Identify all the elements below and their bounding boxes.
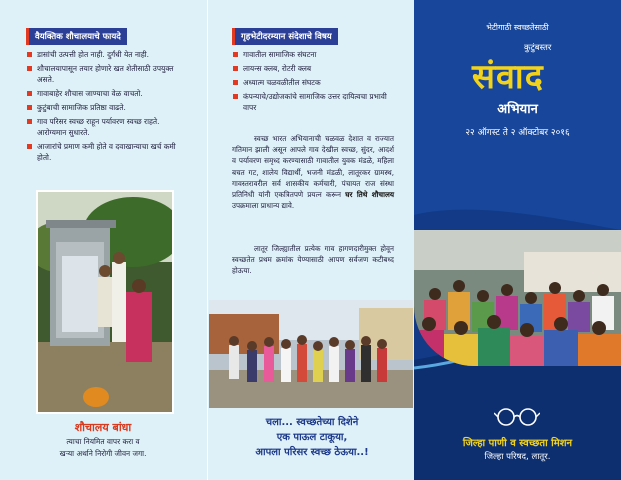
panel-message-topics [207, 0, 414, 480]
meeting-photo [414, 230, 621, 366]
list-item: गावातील सामाजिक संघटना [232, 49, 392, 60]
toilet-photo [36, 190, 174, 414]
cover-small-title: कुटुंबस्तर [524, 43, 552, 53]
body-paragraph-2: लातूर जिल्ह्यातील प्रत्येक गाव हागणदारीमुक्त होवून स्वच्छतेत प्रथम क्रमांक येण्यासाठी आपण सर्वजण कटीबध्द होऊया. [232, 244, 394, 276]
caption-line-1: त्याचा नियमित वापर करा व [66, 437, 140, 446]
list-item: डासांची उत्पत्ती होत नाही. दुर्गंधी येत नाही. [26, 49, 184, 60]
caption-line-2: खऱ्या अर्थाने निरोगी जीवन जगा. [59, 449, 147, 458]
cover-main-title: संवाद [472, 57, 544, 97]
rally-photo-illustration [209, 300, 413, 408]
cover-panel [414, 0, 621, 480]
slogan-line-1: चला... स्वच्छतेच्या दिशेने [265, 417, 359, 428]
list-item: लायन्स क्लब, रोटरी क्लब [232, 63, 392, 74]
body-paragraph-1 [232, 133, 394, 211]
paragraph-text-end: उपक्रमाला प्राधान्य द्यावे. [232, 201, 295, 211]
cleanup-rally-photo [209, 300, 413, 408]
paragraph-text: स्वच्छ भारत अभियानाची चळवळ देशात व राज्यात गतिमान झाली असून आपले गाव देखील स्वच्छ, सुंदर, आदर्श व पर्यावरण समृध्द करण्यासाठी गावातील युवक मंडळे, महिला बचत गट, शालेय विद्यार्थी, भजनी मंडळी, लातूरकर ग्रामस्थ, गावस्तरावरील सर्व शासकीय कर्मचारी, पंचायत राज संस्था प्रतिनिधी यांनी एकत्रितपणे प्रयत्न करून [232, 134, 394, 200]
list-item: आजारांचे प्रमाण कमी होते व दवाखान्याचा खर्च कमी होतो. [26, 141, 184, 163]
panel-benefits [0, 0, 207, 480]
benefits-heading: वैयक्तिक शौचालयाचे फायदे [26, 28, 127, 45]
paragraph-emphasis: घर तिथे शौचालय [345, 190, 394, 200]
topics-list [232, 49, 392, 116]
caption-title: शौचालय बांधा [74, 421, 132, 434]
cover-org-line-2: जिल्हा परिषद, लातूर. [484, 452, 551, 462]
cover-org-line-1: जिल्हा पाणी व स्वच्छता मिशन [462, 438, 573, 449]
list-item: गावाबाहेर शौचास जाण्याचा वेळ वाचतो. [26, 88, 184, 99]
toilet-photo-illustration [38, 192, 172, 412]
slogan-line-3: आपला परिसर स्वच्छ ठेऊया..! [255, 447, 369, 458]
list-item: गाव परिसर स्वच्छ राहून पर्यावरण स्वच्छ राहते. आरोग्यमान सुधारते. [26, 116, 184, 138]
swachh-bharat-glasses-logo-icon [494, 405, 540, 429]
meeting-photo-illustration [414, 230, 621, 366]
list-item: कुटुंबाची सामाजिक प्रतिष्ठा वाढते. [26, 102, 184, 113]
cover-dates: २२ ऑगस्ट ते २ ऑक्टोबर २०१६ [465, 128, 570, 138]
cover-subtitle: अभियान [497, 102, 538, 117]
list-item: कंपन्याचे/उद्योजकांचे सामाजिक उत्तर दायित्वचा प्रभावी वापर [232, 91, 392, 113]
topics-heading: गृहभेटीदरम्यान संदेशाचे विषय [232, 28, 338, 45]
slogan [212, 415, 412, 460]
slogan-line-2: एक पाऊल टाकूया, [276, 432, 348, 443]
cover-kicker: भेटीगाठी स्वच्छतेसाठी [486, 23, 549, 32]
benefits-list [26, 49, 184, 166]
list-item: शौचालयापासून तयार होणारे खत शेतीसाठी उपयुक्त असते. [26, 63, 184, 85]
list-item: अध्यात्म चळवळीतील संघटक [232, 77, 392, 88]
